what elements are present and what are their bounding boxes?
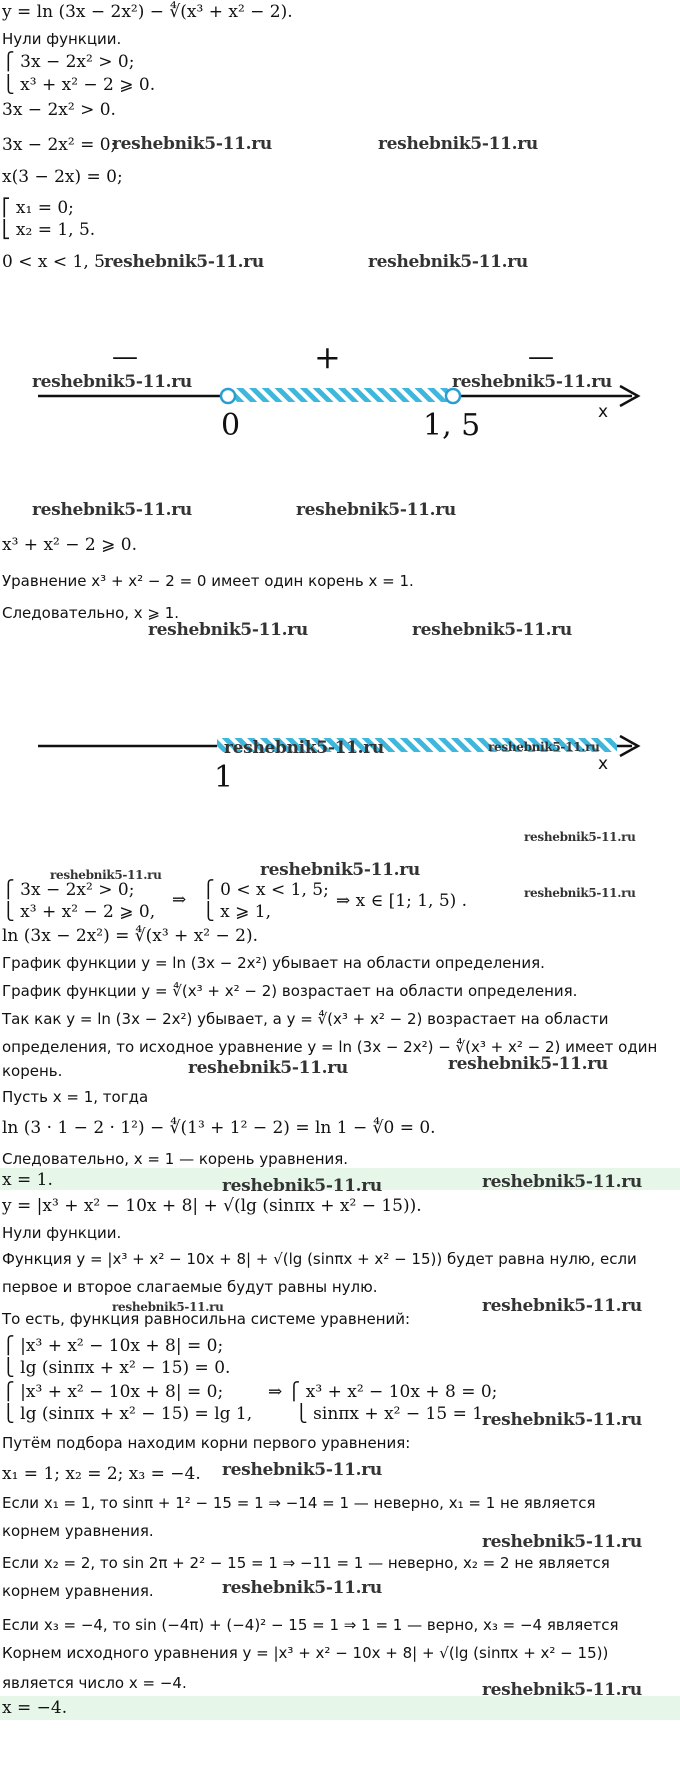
set-line: ⎣ x₂ = 1, 5. <box>2 220 96 240</box>
function-formula: y = ln (3x − 2x²) − ∜(x³ + x² − 2). <box>2 2 293 22</box>
watermark: reshebnik5-11.ru <box>378 134 538 154</box>
system-line: ⎩ x³ + x² − 2 ⩾ 0, <box>2 902 156 922</box>
system-line: ⎧ 0 < x < 1, 5; <box>202 880 329 900</box>
system-line: ⎩ lg (sinπx + x² − 15) = 0. <box>2 1358 231 1378</box>
set-line: ⎡ x₁ = 0; <box>2 198 74 218</box>
text-line: График функции y = ∜(x³ + x² − 2) возрастает на области определения. <box>2 982 578 1000</box>
watermark: reshebnik5-11.ru <box>448 1054 608 1074</box>
text-line: Если x₁ = 1, то sinπ + 1² − 15 = 1 ⇒ −14 = 1 — неверно, x₁ = 1 не является <box>2 1494 596 1512</box>
section-heading: Нули функции. <box>2 30 122 48</box>
system-line: ⎩ x³ + x² − 2 ⩾ 0. <box>2 75 156 95</box>
watermark: reshebnik5-11.ru <box>50 868 162 882</box>
watermark: reshebnik5-11.ru <box>452 372 612 392</box>
system-line: ⎧ |x³ + x² − 10x + 8| = 0; <box>2 1336 224 1356</box>
axis-label-x: x <box>598 754 609 774</box>
watermark: reshebnik5-11.ru <box>368 252 528 272</box>
text-line: Если x₂ = 2, то sin 2π + 2² − 15 = 1 ⇒ −11 = 1 — неверно, x₂ = 2 не является <box>2 1554 610 1572</box>
watermark: reshebnik5-11.ru <box>224 738 384 758</box>
watermark: reshebnik5-11.ru <box>32 372 192 392</box>
watermark: reshebnik5-11.ru <box>104 252 264 272</box>
system-line: ⎧ 3x − 2x² > 0; <box>2 52 135 72</box>
math-line: x(3 − 2x) = 0; <box>2 167 123 187</box>
function-formula: y = |x³ + x² − 10x + 8| + √(lg (sinπx + x² − 15)). <box>2 1196 422 1216</box>
watermark: reshebnik5-11.ru <box>296 500 456 520</box>
system-line: ⎧ |x³ + x² − 10x + 8| = 0; <box>2 1382 224 1402</box>
math-line: x³ + x² − 2 ⩾ 0. <box>2 535 137 555</box>
system-result: ⇒ x ∈ [1; 1, 5) . <box>336 891 468 911</box>
text-line: корень. <box>2 1062 63 1080</box>
watermark: reshebnik5-11.ru <box>148 620 308 640</box>
answer-line: x = −4. <box>2 1698 68 1718</box>
text-line: Следовательно, x = 1 — корень уравнения. <box>2 1150 349 1168</box>
watermark: reshebnik5-11.ru <box>524 886 636 900</box>
roots-line: x₁ = 1; x₂ = 2; x₃ = −4. <box>2 1464 201 1484</box>
text-line: То есть, функция равносильна системе уравнений: <box>2 1310 411 1328</box>
watermark: reshebnik5-11.ru <box>188 1058 348 1078</box>
text-line: Следовательно, x ⩾ 1. <box>2 604 180 622</box>
math-line: 3x − 2x² = 0; <box>2 135 117 155</box>
watermark: reshebnik5-11.ru <box>482 1532 642 1552</box>
math-line: 3x − 2x² > 0. <box>2 100 116 120</box>
equation-line: ln (3x − 2x²) = ∜(x³ + x² − 2). <box>2 926 259 946</box>
watermark: reshebnik5-11.ru <box>260 860 420 880</box>
sign-plus: + <box>314 338 341 376</box>
watermark: reshebnik5-11.ru <box>222 1578 382 1598</box>
interval-line: 0 < x < 1, 5. <box>2 252 111 272</box>
text-line: Если x₃ = −4, то sin (−4π) + (−4)² − 15 = 1 ⇒ 1 = 1 — верно, x₃ = −4 является <box>2 1616 619 1634</box>
implication-arrow: ⇒ <box>172 890 187 910</box>
watermark: reshebnik5-11.ru <box>482 1296 642 1316</box>
text-line: корнем уравнения. <box>2 1582 154 1600</box>
text-line: корнем уравнения. <box>2 1522 154 1540</box>
watermark: reshebnik5-11.ru <box>32 500 192 520</box>
watermark: reshebnik5-11.ru <box>112 1300 224 1314</box>
watermark: reshebnik5-11.ru <box>524 830 636 844</box>
system-line: ⎩ x ⩾ 1, <box>202 902 272 922</box>
text-line: первое и второе слагаемые будут равны нулю. <box>2 1278 378 1296</box>
text-line: является число x = −4. <box>2 1674 187 1692</box>
answer-line: x = 1. <box>2 1170 53 1190</box>
watermark: reshebnik5-11.ru <box>482 1410 642 1430</box>
text-line: Так как y = ln (3x − 2x²) убывает, а y = ∜(x³ + x² − 2) возрастает на области <box>2 1010 609 1028</box>
text-line: Уравнение x³ + x² − 2 = 0 имеет один корень x = 1. <box>2 572 414 590</box>
watermark: reshebnik5-11.ru <box>112 134 272 154</box>
open-point-0 <box>221 389 235 403</box>
section-heading: Нули функции. <box>2 1224 122 1242</box>
text-line: Корнем исходного уравнения y = |x³ + x² − 10x + 8| + √(lg (sinπx + x² − 15)) <box>2 1644 609 1662</box>
axis-label-x: x <box>598 402 609 422</box>
watermark: reshebnik5-11.ru <box>222 1460 382 1480</box>
text-line: определения, то исходное уравнение y = ln (3x − 2x²) − ∜(x³ + x² − 2) имеет один <box>2 1038 658 1056</box>
tick-label-15: 1, 5 <box>423 408 481 443</box>
watermark: reshebnik5-11.ru <box>412 620 572 640</box>
text-line: Функция y = |x³ + x² − 10x + 8| + √(lg (sinπx + x² − 15)) будет равна нулю, если <box>2 1250 637 1268</box>
system-line: ⎩ sinπx + x² − 15 = 1. <box>295 1404 489 1424</box>
sign-minus-left: — <box>112 342 138 372</box>
system-line: ⇒ ⎧ x³ + x² − 10x + 8 = 0; <box>268 1382 498 1402</box>
tick-label-0: 0 <box>221 408 241 443</box>
system-line: ⎩ lg (sinπx + x² − 15) = lg 1, <box>2 1404 253 1424</box>
watermark: reshebnik5-11.ru <box>222 1176 382 1196</box>
system-line: ⎧ 3x − 2x² > 0; <box>2 880 135 900</box>
watermark: reshebnik5-11.ru <box>488 740 600 754</box>
text-line: Пусть x = 1, тогда <box>2 1088 149 1106</box>
tick-label-1: 1 <box>214 760 234 795</box>
sign-minus-right: — <box>528 342 554 372</box>
watermark: reshebnik5-11.ru <box>482 1172 642 1192</box>
watermark: reshebnik5-11.ru <box>482 1680 642 1700</box>
text-line: График функции y = ln (3x − 2x²) убывает на области определения. <box>2 954 545 972</box>
text-line: Путём подбора находим корни первого уравнения: <box>2 1434 411 1452</box>
solution-interval <box>228 388 453 402</box>
math-line: ln (3 · 1 − 2 · 1²) − ∜(1³ + 1² − 2) = ln 1 − ∜0 = 0. <box>2 1118 436 1138</box>
